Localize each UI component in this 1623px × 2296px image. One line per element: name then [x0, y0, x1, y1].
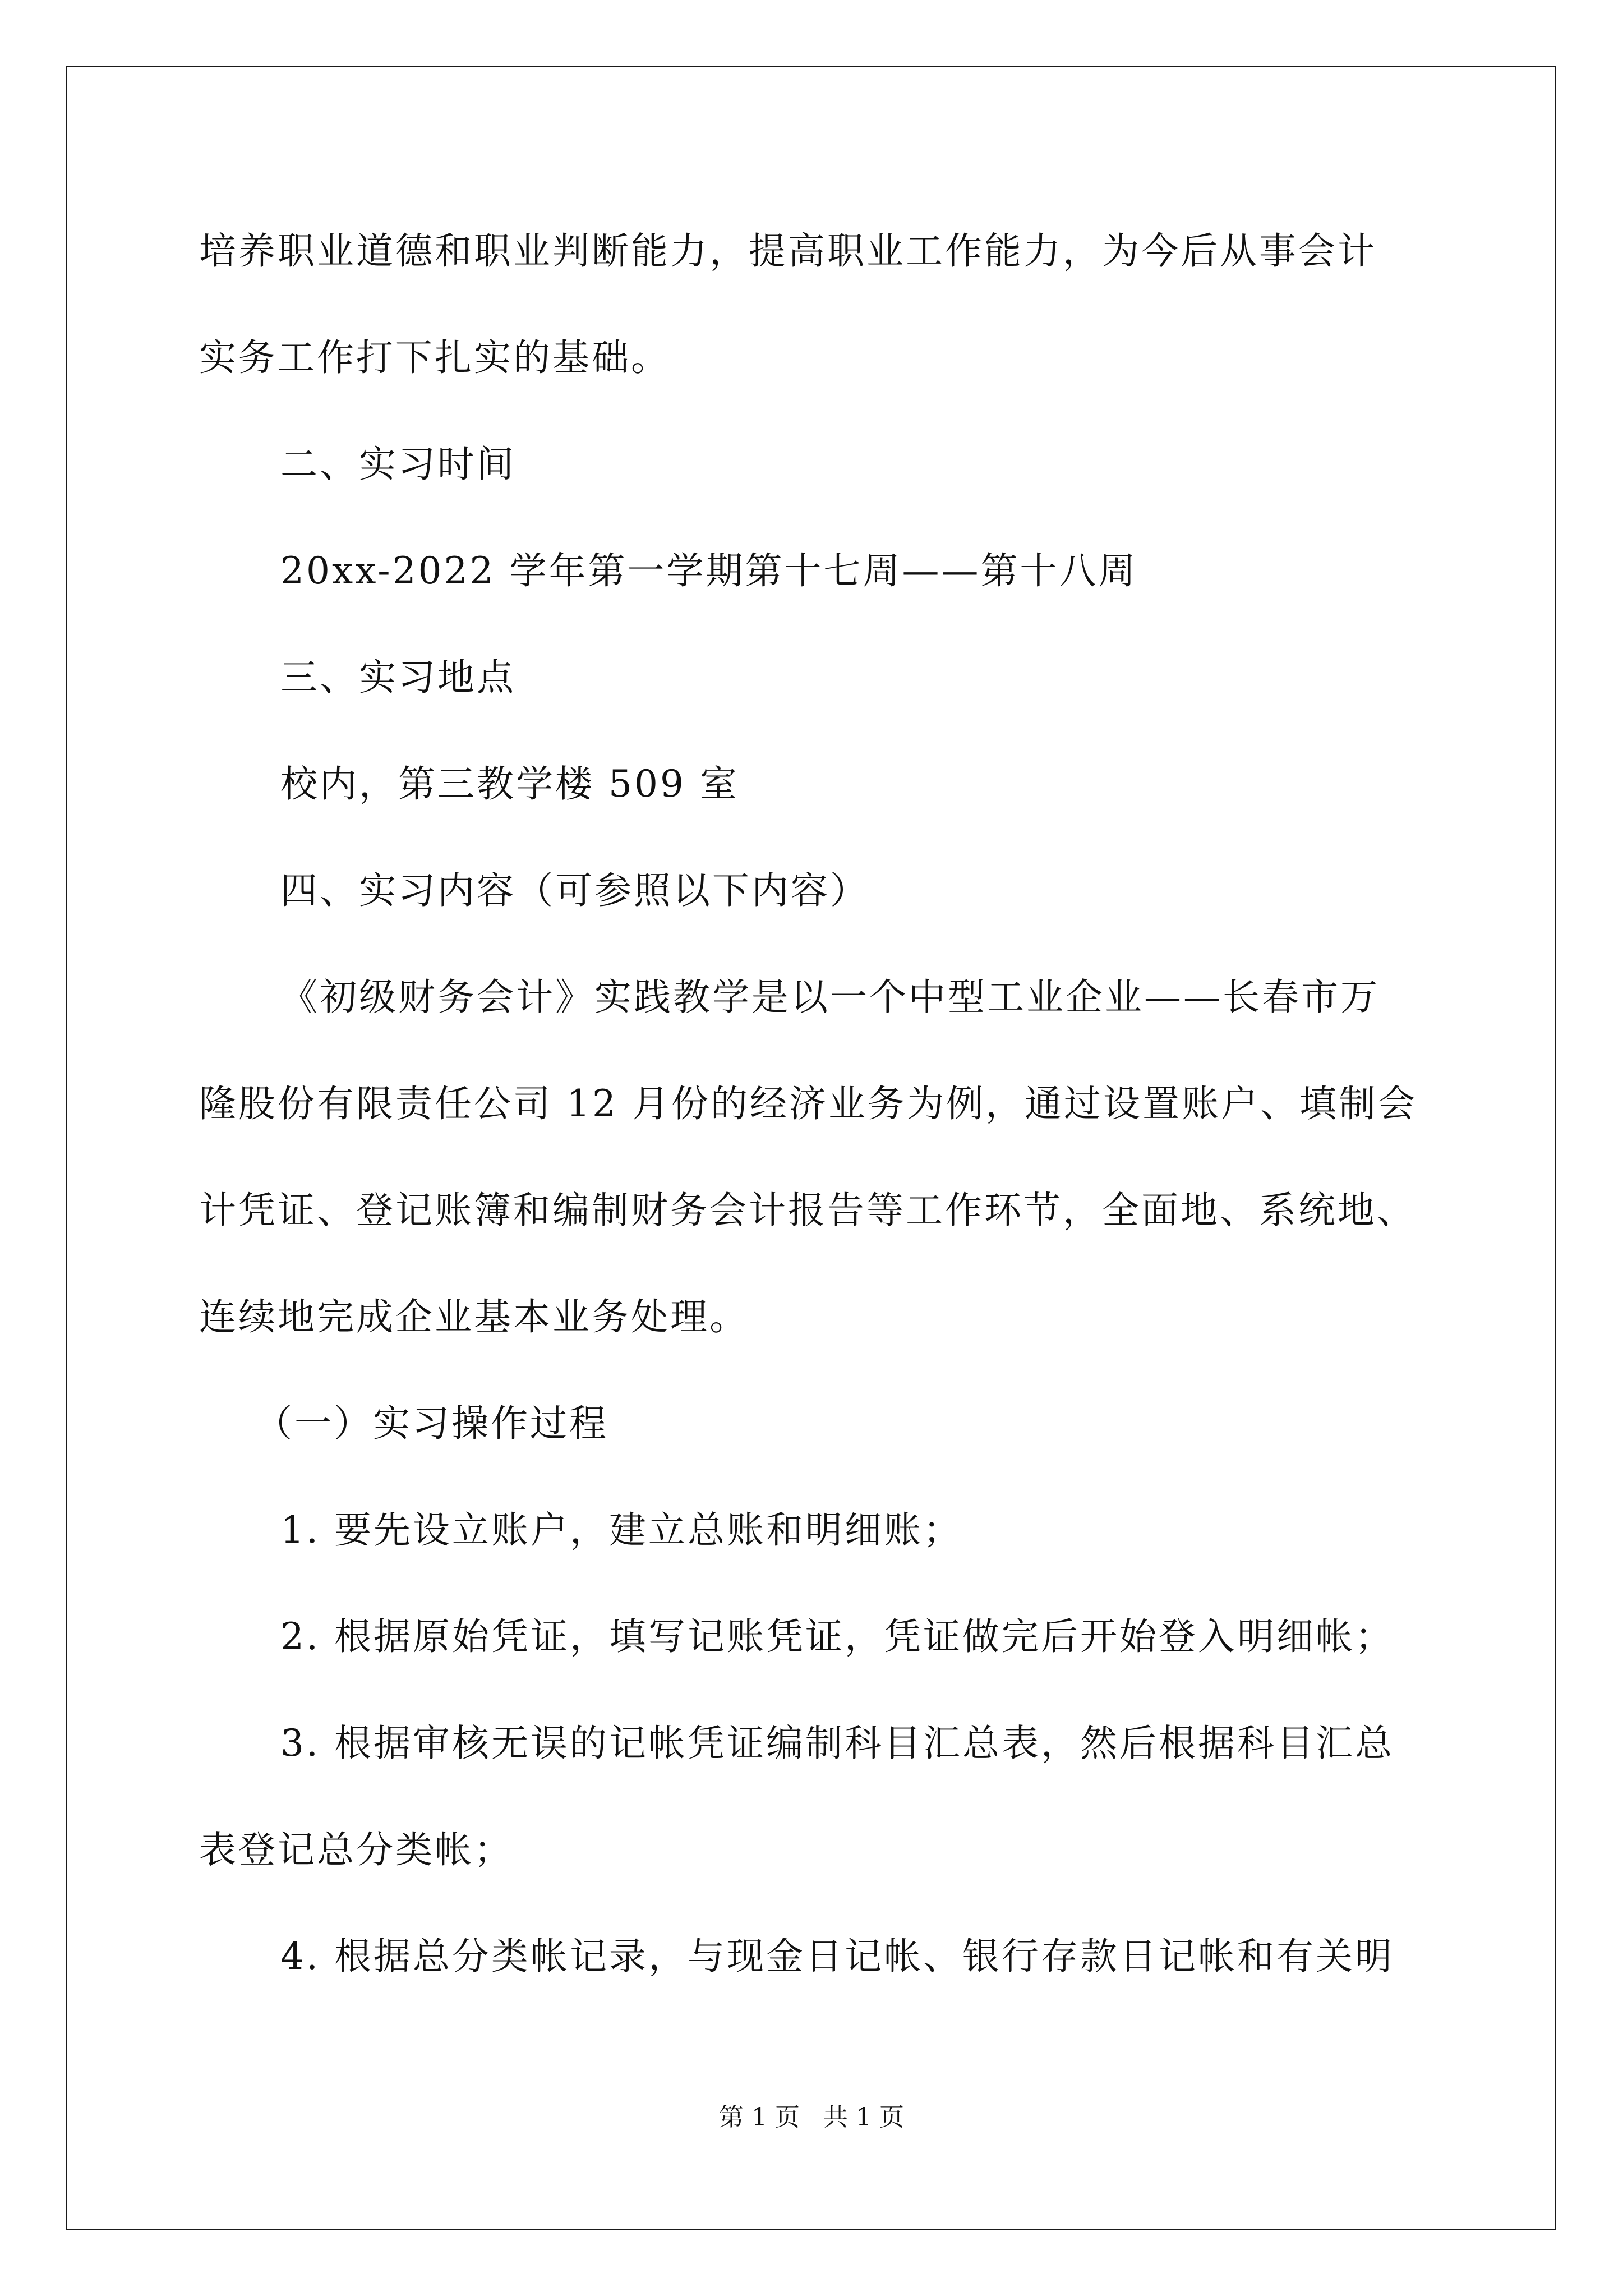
section-heading-time: 二、实习时间	[280, 443, 516, 486]
page-footer	[0, 2102, 1623, 2133]
paragraph-line: 隆股份有限责任公司 12 月份的经济业务为例，通过设置账户、填制会	[199, 1082, 1417, 1125]
list-item: 2. 根据原始凭证，填写记账凭证，凭证做完后开始登入明细帐；	[280, 1615, 1394, 1658]
paragraph-line: 计凭证、登记账簿和编制财务会计报告等工作环节，全面地、系统地、	[199, 1189, 1416, 1232]
paragraph-line: 20xx-2022 学年第一学期第十七周——第十八周	[280, 549, 1138, 592]
list-item: 3. 根据审核无误的记帐凭证编制科目汇总表，然后根据科目汇总	[280, 1722, 1394, 1765]
section-heading-content: 四、实习内容（可参照以下内容）	[280, 869, 869, 912]
paragraph-line: 实务工作打下扎实的基础。	[199, 336, 670, 379]
paragraph-line: 《初级财务会计》实践教学是以一个中型工业企业——长春市万	[280, 976, 1380, 1019]
section-heading-location: 三、实习地点	[280, 656, 516, 699]
list-item-continuation: 表登记总分类帐；	[199, 1828, 513, 1871]
paragraph-line: 连续地完成企业基本业务处理。	[199, 1295, 749, 1338]
subsection-heading: （一）实习操作过程	[255, 1402, 608, 1445]
page-border	[66, 66, 1556, 2230]
list-item: 4. 根据总分类帐记录，与现金日记帐、银行存款日记帐和有关明	[280, 1935, 1394, 1978]
page-number: 第 1 页	[719, 2103, 800, 2132]
paragraph-line: 培养职业道德和职业判断能力，提高职业工作能力，为今后从事会计	[199, 229, 1377, 273]
paragraph-line: 校内，第三教学楼 509 室	[280, 762, 739, 806]
page-total: 共 1 页	[823, 2103, 904, 2132]
list-item: 1. 要先设立账户，建立总账和明细账；	[280, 1508, 962, 1552]
